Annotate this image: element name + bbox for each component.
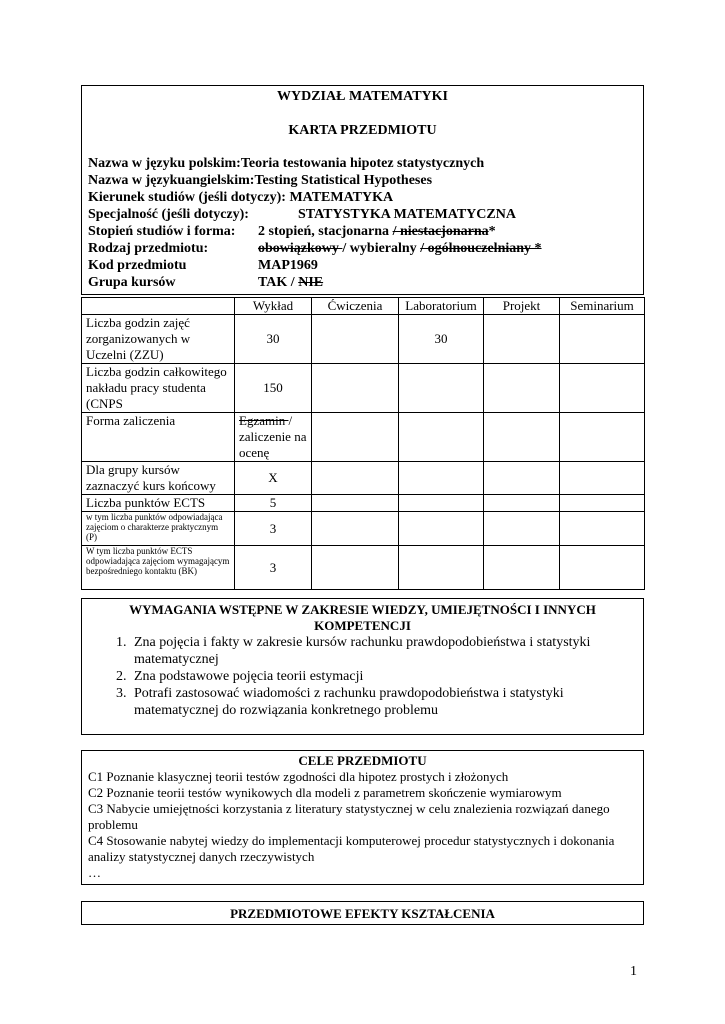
cell-value: 30	[235, 315, 312, 364]
course-name-pl-row: Nazwa w języku polskim:Teoria testowania hipotez statystycznych	[88, 156, 485, 171]
course-type: obowiązkowy / wybieralny / ogólnouczelniany *	[258, 241, 542, 256]
cell-value	[312, 495, 399, 512]
row-label: Liczba godzin całkowitego nakładu pracy studenta (CNPS	[82, 364, 235, 413]
cell-value	[560, 364, 645, 413]
column-header: Ćwiczenia	[312, 298, 399, 315]
field-of-study-row: Kierunek studiów (jeśli dotyczy): MATEMATYKA	[88, 190, 394, 205]
cell-value	[560, 495, 645, 512]
cell-value	[560, 512, 645, 546]
goal-item: C2 Poznanie teorii testów wynikowych dla modeli z parametrem skończenie wymiarowym	[88, 785, 562, 800]
faculty-title: WYDZIAŁ MATEMATYKI	[277, 89, 448, 104]
hours-table	[81, 297, 645, 590]
prerequisites-list	[82, 634, 643, 719]
course-group-row: Grupa kursów TAK / NIE	[88, 275, 324, 290]
card-title: KARTA PRZEDMIOTU	[288, 123, 437, 138]
table-row	[82, 546, 645, 590]
goal-item: …	[88, 865, 101, 880]
table-row	[82, 315, 645, 364]
row-label: w tym liczba punktów odpowiadająca zajęciom o charakterze praktycznym (P)	[82, 512, 235, 546]
cell-value	[399, 546, 484, 590]
cell-value	[399, 512, 484, 546]
cell-value	[560, 546, 645, 590]
course-header-box	[81, 85, 644, 295]
column-header: Seminarium	[560, 298, 645, 315]
cell-value: 30	[399, 315, 484, 364]
cell-value	[399, 462, 484, 495]
table-row	[82, 413, 645, 462]
cell-value	[484, 315, 560, 364]
table-row	[82, 364, 645, 413]
cell-value	[484, 495, 560, 512]
cell-value	[399, 495, 484, 512]
study-level: 2 stopień, stacjonarna / niestacjonarna*	[258, 224, 496, 239]
course-code-row: Kod przedmiotu MAP1969	[88, 258, 318, 273]
cell-value	[399, 413, 484, 462]
course-type-row: Rodzaj przedmiotu: obowiązkowy / wybieralny / ogólnouczelniany *	[88, 241, 542, 256]
cell-value: 3	[235, 512, 312, 546]
cell-value	[312, 462, 399, 495]
study-level-row: Stopień studiów i forma: 2 stopień, stacjonarna / niestacjonarna*	[88, 224, 496, 239]
row-label: Forma zaliczenia	[82, 413, 235, 462]
field-of-study: MATEMATYKA	[289, 190, 394, 205]
cell-value	[312, 546, 399, 590]
column-header: Laboratorium	[399, 298, 484, 315]
cell-value: 3	[235, 546, 312, 590]
outcomes-title: PRZEDMIOTOWE EFEKTY KSZTAŁCENIA	[230, 906, 495, 921]
page-number: 1	[630, 964, 637, 979]
cell-value: 5	[235, 495, 312, 512]
course-goals-box	[81, 750, 644, 885]
row-label: Liczba punktów ECTS	[82, 495, 235, 512]
table-row	[82, 462, 645, 495]
row-label: Dla grupy kursów zaznaczyć kurs końcowy	[82, 462, 235, 495]
goal-item: C3 Nabycie umiejętności korzystania z literatury statystycznej w celu znalezienia rozwiązań danego problemu	[88, 801, 610, 832]
specialty: STATYSTYKA MATEMATYCZNA	[298, 207, 516, 222]
course-name-en-row: Nazwa w językuangielskim:Testing Statistical Hypotheses	[88, 173, 433, 188]
cell-value	[312, 315, 399, 364]
course-code: MAP1969	[258, 258, 318, 273]
cell-value	[484, 512, 560, 546]
cell-value	[560, 462, 645, 495]
table-row	[82, 512, 645, 546]
cell-value	[484, 546, 560, 590]
cell-value	[484, 364, 560, 413]
column-header	[82, 298, 235, 315]
cell-value	[312, 413, 399, 462]
row-label: Liczba godzin zajęć zorganizowanych w Uczelni (ZZU)	[82, 315, 235, 364]
column-header: Wykład	[235, 298, 312, 315]
cell-value	[484, 462, 560, 495]
cell-value: X	[235, 462, 312, 495]
prerequisites-box	[81, 598, 644, 735]
course-group: TAK / NIE	[258, 275, 324, 290]
cell-value	[312, 512, 399, 546]
goals-title: CELE PRZEDMIOTU	[298, 753, 427, 768]
list-item: 3. Potrafi zastosować wiadomości z rachunku prawdopodobieństwa i statystyki matematycznej do rozwiązania konkretnego problemu	[130, 685, 643, 719]
table-row	[82, 495, 645, 512]
list-item: 1. Zna pojęcia i fakty w zakresie kursów rachunku prawdopodobieństwa i statystyki matematycznej	[130, 634, 643, 668]
course-name-pl: Teoria testowania hipotez statystycznych	[240, 156, 485, 171]
row-label: W tym liczba punktów ECTS odpowiadająca zajęciom wymagającym bezpośredniego kontaktu (BK)	[82, 546, 235, 590]
table-header-row	[82, 298, 645, 315]
goal-item: C4 Stosowanie nabytej wiedzy do implementacji komputerowej procedur statystycznych i dokonania analizy statystycznej danych rzeczywistych	[88, 833, 615, 864]
assessment-form-cell: Egzamin / zaliczenie na ocenę	[235, 413, 312, 462]
goal-item: C1 Poznanie klasycznej teorii testów zgodności dla hipotez prostych i złożonych	[88, 769, 509, 784]
learning-outcomes-box	[81, 901, 644, 925]
prerequisites-title: WYMAGANIA WSTĘPNE W ZAKRESIE WIEDZY, UMIEJĘTNOŚCI I INNYCH KOMPETENCJI	[129, 602, 596, 633]
cell-value	[484, 413, 560, 462]
cell-value	[399, 364, 484, 413]
specialty-row: Specjalność (jeśli dotyczy): STATYSTYKA MATEMATYCZNA	[88, 207, 516, 222]
list-item: 2. Zna podstawowe pojęcia teorii estymacji	[130, 668, 643, 685]
cell-value	[560, 315, 645, 364]
cell-value	[312, 364, 399, 413]
column-header: Projekt	[484, 298, 560, 315]
course-name-en: Testing Statistical Hypotheses	[254, 173, 433, 188]
cell-value	[560, 413, 645, 462]
cell-value: 150	[235, 364, 312, 413]
